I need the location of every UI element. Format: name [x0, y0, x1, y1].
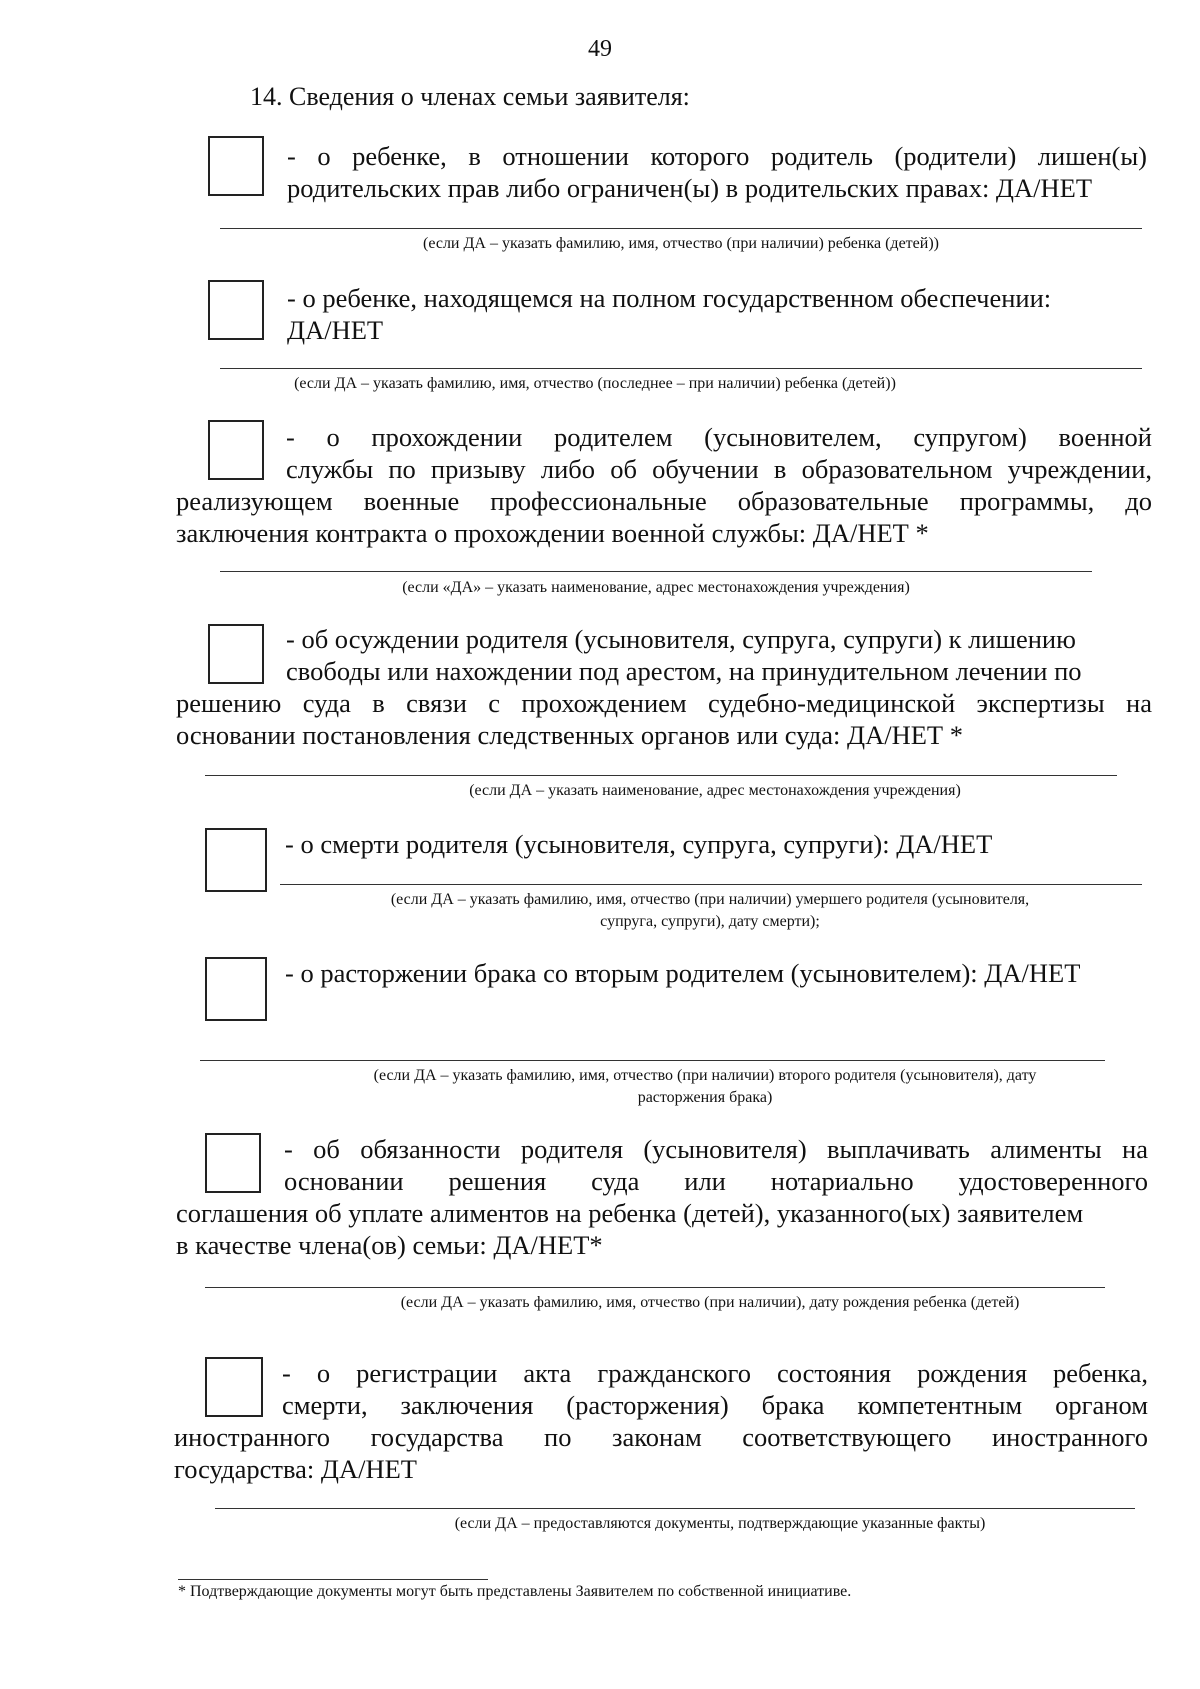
checkbox-divorce[interactable]	[205, 957, 267, 1021]
answer-line[interactable]	[200, 1060, 1105, 1061]
hint-text: (если ДА – указать фамилию, имя, отчество (при наличии) умершего родителя (усыновителя,	[390, 891, 1030, 908]
item-line: смерти, заключения (расторжения) брака компетентным органом	[282, 1390, 1148, 1420]
item-line: свободы или нахождении под арестом, на принудительном лечении по	[286, 656, 1082, 686]
hint-text: (если ДА – предоставляются документы, подтверждающие указанные факты)	[454, 1515, 986, 1532]
hint-text: расторжения брака)	[637, 1089, 773, 1106]
item-line: - о ребенке, находящемся на полном государственном обеспечении:	[287, 283, 1052, 313]
item-line: - об обязанности родителя (усыновителя) выплачивать алименты на	[284, 1134, 1148, 1164]
item-military-service-text	[176, 421, 1152, 549]
page-number: 49	[588, 36, 612, 62]
checkbox-state-care[interactable]	[208, 280, 264, 340]
item-conviction-text	[176, 623, 1152, 751]
item-parent-death-text	[285, 828, 1145, 860]
item-foreign-registration-text	[174, 1357, 1148, 1485]
item-line: основании решения суда или нотариально удостоверенного	[284, 1166, 1148, 1196]
item-deprived-rights-text	[287, 140, 1147, 204]
hint-text: (если ДА – указать фамилию, имя, отчество (при наличии), дату рождения ребенка (детей)	[400, 1294, 1020, 1311]
hint-text: (если «ДА» – указать наименование, адрес местонахождения учреждения)	[402, 579, 910, 596]
answer-line[interactable]	[205, 1287, 1105, 1288]
item-line: - о расторжении брака со вторым родителем (усыновителем): ДА/НЕТ	[285, 958, 1081, 988]
hint-text: (если ДА – указать фамилию, имя, отчество (при наличии) второго родителя (усыновителя), дату	[373, 1067, 1037, 1084]
item-line: - об осуждении родителя (усыновителя, супруга, супруги) к лишению	[286, 624, 1076, 654]
item-line: в качестве члена(ов) семьи: ДА/НЕТ*	[176, 1230, 603, 1260]
checkbox-deprived-rights[interactable]	[208, 136, 264, 196]
item-line: - о регистрации акта гражданского состояния рождения ребенка,	[282, 1358, 1148, 1388]
item-line: родительских прав либо ограничен(ы) в родительских правах: ДА/НЕТ	[287, 173, 1093, 203]
hint-text: (если ДА – указать наименование, адрес местонахождения учреждения)	[469, 782, 961, 799]
footnote-divider	[178, 1579, 488, 1580]
item-line: - о смерти родителя (усыновителя, супруга, супруги): ДА/НЕТ	[285, 829, 993, 859]
answer-line[interactable]	[220, 368, 1142, 369]
item-line: соглашения об уплате алиментов на ребенка (детей), указанного(ых) заявителем	[176, 1198, 1084, 1228]
item-line: решению суда в связи с прохождением судебно-медицинской экспертизы на	[176, 688, 1152, 718]
item-state-care-text	[287, 282, 1147, 346]
hint-text: супруга, супруги), дату смерти);	[600, 913, 820, 930]
hint-text: (если ДА – указать фамилию, имя, отчество (при наличии) ребенка (детей))	[423, 235, 939, 252]
item-line: иностранного государства по законам соответствующего иностранного	[174, 1422, 1148, 1452]
item-line: ДА/НЕТ	[287, 315, 384, 345]
item-divorce-text	[285, 957, 1145, 989]
item-line: государства: ДА/НЕТ	[174, 1454, 417, 1484]
checkbox-parent-death[interactable]	[205, 828, 267, 892]
answer-line[interactable]	[215, 1508, 1135, 1509]
item-alimony-text	[176, 1133, 1148, 1261]
answer-line[interactable]	[205, 775, 1117, 776]
item-line: службы по призыву либо об обучении в образовательном учреждении,	[286, 454, 1152, 484]
answer-line[interactable]	[220, 571, 1092, 572]
item-line: заключения контракта о прохождении военной службы: ДА/НЕТ *	[176, 518, 929, 548]
item-line: - о ребенке, в отношении которого родитель (родители) лишен(ы)	[287, 141, 1147, 171]
footnote: * Подтверждающие документы могут быть представлены Заявителем по собственной инициативе.	[178, 1583, 852, 1600]
item-line: реализующем военные профессиональные образовательные программы, до	[176, 486, 1152, 516]
section-heading: 14. Сведения о членах семьи заявителя:	[250, 82, 690, 111]
item-line: основании постановления следственных органов или суда: ДА/НЕТ *	[176, 720, 963, 750]
answer-line[interactable]	[280, 884, 1142, 885]
answer-line[interactable]	[220, 228, 1142, 229]
hint-text: (если ДА – указать фамилию, имя, отчество (последнее – при наличии) ребенка (детей))	[294, 375, 896, 392]
item-line: - о прохождении родителем (усыновителем, супругом) военной	[286, 422, 1152, 452]
